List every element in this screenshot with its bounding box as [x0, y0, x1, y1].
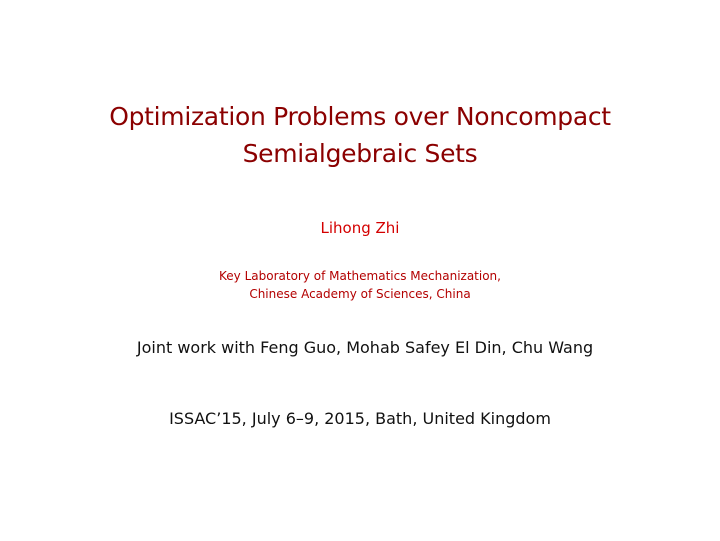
- conference-venue: ISSAC’15, July 6–9, 2015, Bath, United Kingdom: [169, 409, 551, 428]
- author-name: Lihong Zhi: [320, 219, 400, 237]
- collaborators-line: Joint work with Feng Guo, Mohab Safey El Din, Chu Wang: [136, 338, 594, 357]
- institute-line-2: Chinese Academy of Sciences, China: [249, 287, 471, 301]
- presentation-title: Optimization Problems over Noncompact Semialgebraic Sets: [109, 102, 611, 168]
- author-institute: [0, 267, 720, 303]
- institute-line-1: Key Laboratory of Mathematics Mechanization,: [219, 269, 501, 283]
